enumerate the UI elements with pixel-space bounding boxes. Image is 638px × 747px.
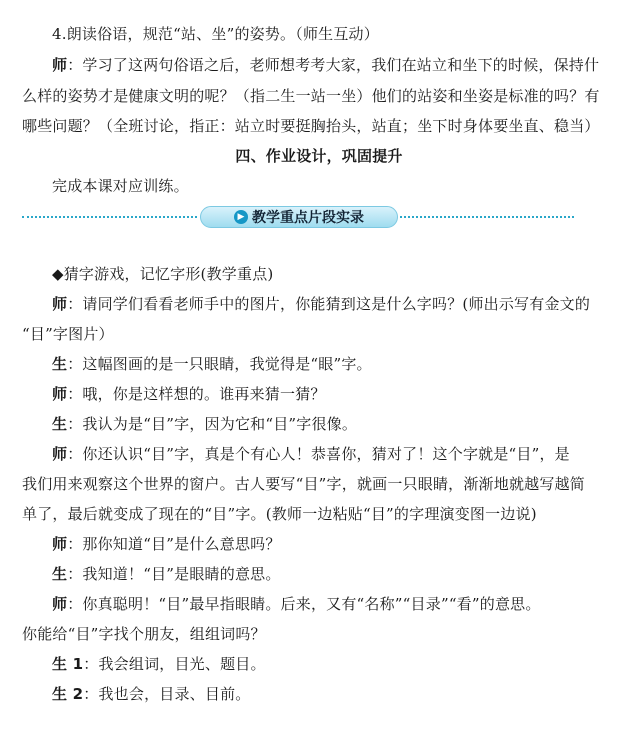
speech-text: ：那你知道“目”是什么意思吗？	[67, 535, 281, 553]
speech-text: ：我会组词，目光、题目。	[83, 655, 266, 673]
speech-text: ：哦，你是这样想的。谁再来猜一猜？	[67, 385, 326, 403]
paragraph-line	[52, 444, 626, 464]
paragraph-line: 么样的姿势才是健康文明的呢？（指二生一站一坐）他们的站姿和坐姿是标准的吗？有	[22, 87, 600, 105]
paragraph-line	[52, 684, 626, 704]
speaker-label: 师	[52, 385, 68, 403]
speaker-label: 师	[52, 445, 68, 463]
speaker-label: 师	[52, 295, 68, 313]
speaker-label: 师	[52, 535, 68, 553]
speaker-label: 生	[52, 415, 68, 433]
dotted-divider	[22, 216, 197, 218]
speech-text: ：你真聪明！“目”最早指眼睛。后来，又有“名称”“目录”“看”的意思。	[67, 595, 541, 613]
banner-pill	[200, 206, 398, 228]
speaker-label: 生 2	[52, 685, 84, 703]
paragraph-line	[52, 384, 626, 404]
arrow-right-icon: ▶	[234, 210, 248, 224]
paragraph-line: 我们用来观察这个世界的窗户。古人要写“目”字，就画一只眼睛，渐渐地就越写越简	[22, 475, 585, 493]
speech-text: ：学习了这两句俗语之后，老师想考考大家，我们在站立和坐下的时候，保持什	[67, 56, 600, 74]
paragraph-line	[52, 534, 626, 554]
paragraph-line	[52, 55, 626, 75]
speech-text: ：你还认识“目”字，真是个有心人！恭喜你，猜对了！这个字就是“目”，是	[67, 445, 570, 463]
paragraph-line	[52, 564, 626, 584]
speaker-label: 生	[52, 355, 68, 373]
paragraph-line: “目”字图片）	[22, 325, 114, 343]
paragraph-line: 完成本课对应训练。	[52, 177, 189, 195]
speaker-label: 师	[52, 595, 68, 613]
section-heading: 四、作业设计，巩固提升	[235, 147, 403, 165]
paragraph-line	[52, 654, 626, 674]
paragraph-line: 4.朗读俗语，规范“站、坐”的姿势。（师生互动）	[52, 25, 379, 43]
dotted-divider	[400, 216, 574, 218]
speech-text: ：我认为是“目”字，因为它和“目”字很像。	[67, 415, 358, 433]
paragraph-line	[52, 354, 626, 374]
paragraph-line	[52, 294, 626, 314]
speaker-label: 生	[52, 565, 68, 583]
paragraph-line	[52, 594, 626, 614]
paragraph-line: ◆猜字游戏，记忆字形(教学重点)	[52, 265, 274, 283]
speech-text: ：请同学们看看老师手中的图片，你能猜到这是什么字吗？(师出示写有金文的	[67, 295, 591, 313]
speech-text: ：我也会，目录、目前。	[83, 685, 251, 703]
section-banner	[22, 206, 574, 228]
speech-text: ：我知道！“目”是眼睛的意思。	[67, 565, 281, 583]
speaker-label: 生 1	[52, 655, 84, 673]
paragraph-line: 哪些问题？（全班讨论，指正：站立时要挺胸抬头，站直；坐下时身体要坐直、稳当）	[22, 117, 600, 135]
paragraph-line: 你能给“目”字找个朋友，组组词吗？	[22, 625, 266, 643]
banner-title: 教学重点片段实录	[252, 210, 364, 226]
paragraph-line	[52, 414, 626, 434]
paragraph-line: 单了，最后就变成了现在的“目”字。(教师一边粘贴“目”的字理演变图一边说)	[22, 505, 537, 523]
speech-text: ：这幅图画的是一只眼睛，我觉得是“眼”字。	[67, 355, 372, 373]
speaker-label: 师	[52, 56, 68, 74]
